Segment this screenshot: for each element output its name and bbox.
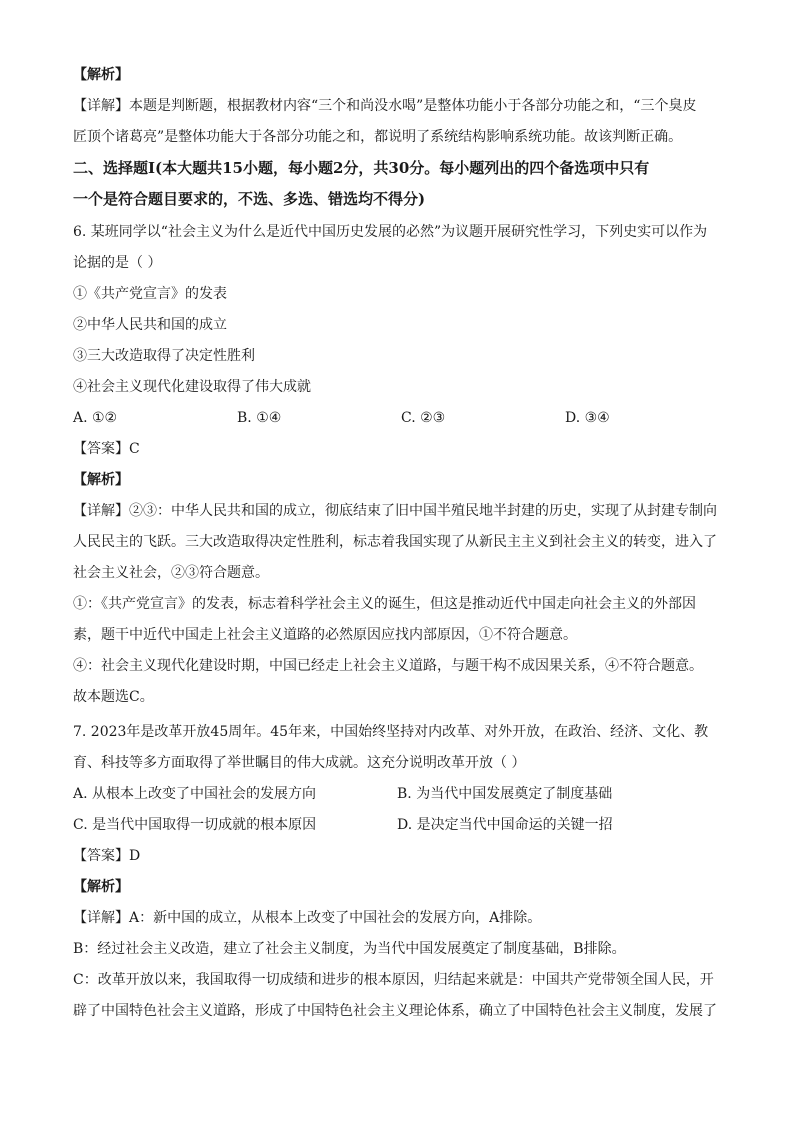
question-6 bbox=[73, 217, 729, 713]
option-b: B. ①④ bbox=[237, 410, 282, 426]
question-stem-line: 育、科技等多方面取得了举世瞩目的伟大成就。这充分说明改革开放（ ） bbox=[73, 755, 526, 771]
section-title-line: 二、选择题Ⅰ(本大题共15小题，每小题2分，共30分。每小题列出的四个备选项中只有 bbox=[73, 159, 650, 177]
question-7 bbox=[73, 717, 729, 1027]
detail-line: 辟了中国特色社会主义道路，形成了中国特色社会主义理论体系，确立了中国特色社会主义制度，发展了 bbox=[73, 1003, 717, 1019]
detail-line: 【详解】本题是判断题，根据教材内容“三个和尚没水喝”是整体功能小于各部分功能之和，“三个臭皮 bbox=[73, 98, 697, 114]
analysis-label: 【解析】 bbox=[73, 67, 129, 83]
detail-line: 【详解】A：新中国的成立，从根本上改变了中国社会的发展方向，A排除。 bbox=[73, 910, 542, 926]
analysis-label: 【解析】 bbox=[73, 472, 129, 488]
analysis-label: 【解析】 bbox=[73, 879, 129, 895]
option-c: C. ②③ bbox=[401, 410, 446, 426]
detail-line: ④：社会主义现代化建设时期，中国已经走上社会主义道路，与题干构不成因果关系，④不符合题意。 bbox=[73, 658, 703, 674]
option-b: B. 为当代中国发展奠定了制度基础 bbox=[397, 786, 613, 802]
section-title-line: 一个是符合题目要求的，不选、多选、错选均不得分) bbox=[73, 190, 426, 208]
detail-line: ①：《共产党宣言》的发表，标志着科学社会主义的诞生，但这是推动近代中国走向社会主义的外部因 bbox=[73, 596, 696, 612]
detail-line: 故本题选C。 bbox=[73, 689, 154, 705]
detail-line: 素，题干中近代中国走上社会主义道路的必然原因应找内部原因，①不符合题意。 bbox=[73, 627, 577, 643]
option-c: C. 是当代中国取得一切成就的根本原因 bbox=[73, 817, 317, 833]
detail-line: C：改革开放以来，我国取得一切成绩和进步的根本原因，归结起来就是：中国共产党带领全国人民，开 bbox=[73, 972, 714, 988]
option-a: A. ①② bbox=[73, 410, 118, 426]
detail-line: B：经过社会主义改造，建立了社会主义制度，为当代中国发展奠定了制度基础，B排除。 bbox=[73, 941, 626, 957]
option-d: D. ③④ bbox=[565, 410, 610, 426]
statement-item: ①《共产党宣言》的发表 bbox=[73, 286, 227, 302]
previous-question-analysis bbox=[73, 60, 729, 215]
detail-line: 匠顶个诸葛亮”是整体功能大于各部分功能之和，都说明了系统结构影响系统功能。故该判断正确。 bbox=[73, 129, 683, 145]
answer-line: 【答案】C bbox=[73, 441, 140, 457]
answer-options-row bbox=[73, 810, 729, 841]
statement-item: ④社会主义现代化建设取得了伟大成就 bbox=[73, 379, 311, 395]
detail-line: 【详解】②③：中华人民共和国的成立，彻底结束了旧中国半殖民地半封建的历史，实现了从封建专制向 bbox=[73, 503, 717, 519]
statement-item: ②中华人民共和国的成立 bbox=[73, 317, 227, 333]
detail-line: 人民民主的飞跃。三大改造取得决定性胜利，标志着我国实现了从新民主主义到社会主义的转变，进入了 bbox=[73, 534, 717, 550]
statement-item: ③三大改造取得了决定性胜利 bbox=[73, 348, 255, 364]
detail-line: 社会主义社会，②③符合题意。 bbox=[73, 565, 269, 581]
question-stem-line: 6. 某班同学以“社会主义为什么是近代中国历史发展的必然”为议题开展研究性学习，下列史实可以作为 bbox=[73, 224, 708, 240]
option-a: A. 从根本上改变了中国社会的发展方向 bbox=[73, 786, 317, 802]
question-stem-line: 7. 2023年是改革开放45周年。45年来，中国始终坚持对内改革、对外开放，在政治、经济、文化、教 bbox=[73, 724, 709, 740]
question-stem-line: 论据的是（ ） bbox=[73, 255, 162, 271]
answer-options bbox=[73, 403, 729, 434]
option-d: D. 是决定当代中国命运的关键一招 bbox=[397, 817, 613, 833]
answer-line: 【答案】D bbox=[73, 848, 141, 864]
answer-options-row bbox=[73, 779, 729, 810]
